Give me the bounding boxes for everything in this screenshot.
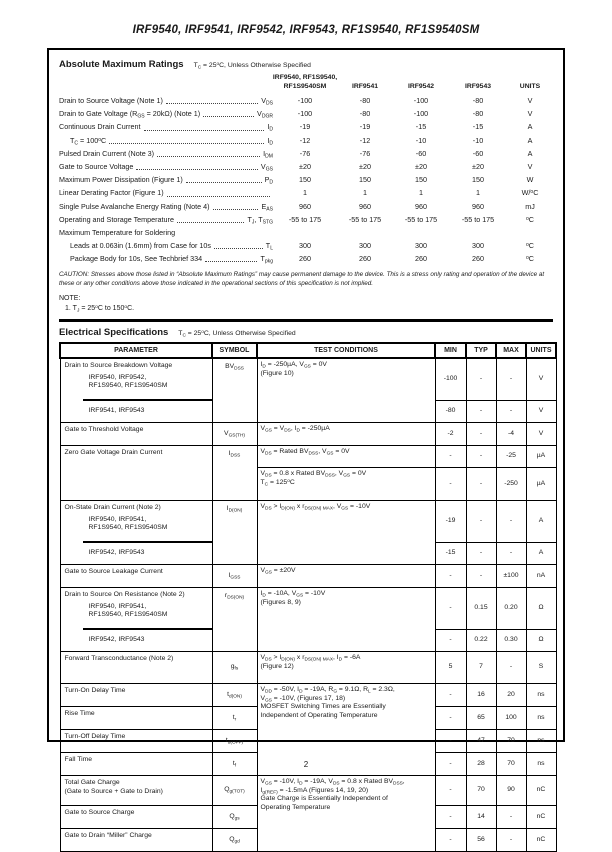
param-cell	[60, 501, 212, 543]
page-number: 2	[303, 760, 309, 769]
units-cell: nC	[526, 806, 556, 829]
parameter-label: Single Pulse Avalanche Energy Rating (Note 4)	[59, 201, 210, 211]
parameter-symbol: $I_{DM}$	[263, 148, 273, 160]
abs-max-row-soldering	[59, 226, 553, 239]
device-variant-b: IRF9541, IRF9543	[60, 400, 212, 423]
units-cell: V	[526, 400, 556, 423]
dot-leader	[166, 103, 258, 104]
value-cell: -15	[472, 122, 484, 132]
value-cell: -80	[472, 96, 484, 105]
max-cell: -	[496, 652, 526, 684]
value-cell: -60	[415, 148, 427, 158]
unit-cell: $^o$C	[525, 241, 534, 251]
typ-cell: 7	[466, 652, 496, 684]
symbol-cell: $Q_{gd}$	[212, 829, 257, 852]
abs-max-row-eas	[59, 200, 553, 213]
dot-leader	[205, 261, 257, 262]
row-td-on	[60, 684, 556, 707]
parameter-symbol: $E_{AS}$	[261, 201, 273, 213]
value-cell: 300	[415, 241, 427, 251]
param-cell: Fall Time	[60, 753, 212, 776]
typ-cell: 47	[466, 730, 496, 753]
value-cell: ±20	[359, 161, 371, 171]
parameter-symbol: $I_D$	[267, 122, 273, 133]
units-cell: µA	[526, 446, 556, 468]
parameter-label: Leads at 0.063in (1.6mm) from Case for 10s	[70, 241, 212, 251]
parameter-label: Gate to Source Voltage	[59, 161, 134, 171]
th-units: UNITS	[526, 343, 556, 358]
units-cell: nC	[526, 829, 556, 852]
unit-cell: A	[527, 148, 533, 158]
page-title: IRF9540, IRF9541, IRF9542, IRF9543, RF1S9540, RF1S9540SM	[132, 24, 480, 36]
parameter-label: Drain to Source Breakdown Voltage	[64, 362, 173, 370]
abs-max-row-tl	[59, 239, 553, 252]
elec-heading: Electrical Specifications	[59, 327, 169, 339]
dot-leader	[213, 209, 259, 210]
row-idon-a	[60, 501, 556, 543]
min-cell: -	[435, 776, 466, 806]
cond-cell: $V_{GS} = -10V$, $I_D = -19A$, $V_{DS} = 0.8$ x Rated $BV_{DSS}$, $I_{g(REF)} = -1.5mA$ (Figures 14, 19, 20) Gate Charge is Essentially Independent of Operating Temperature	[257, 776, 435, 852]
abs-max-column-headers	[59, 74, 553, 91]
typ-cell: 0.22	[466, 629, 496, 652]
units-cell: Ω	[526, 629, 556, 652]
th-symbol: SYMBOL	[212, 343, 257, 358]
parameter-label: Drain to Source Voltage (Note 1)	[59, 96, 163, 105]
units-cell: S	[526, 652, 556, 684]
abs-max-condition: $T_C = 25^oC$, Unless Otherwise Specified	[193, 62, 311, 71]
value-cell: 300	[299, 241, 311, 251]
value-cell: 260	[359, 254, 371, 264]
typ-cell: 56	[466, 829, 496, 852]
param-cell	[60, 588, 212, 630]
dot-leader	[186, 182, 262, 183]
row-gfs	[60, 652, 556, 684]
unit-cell: $^o$C	[525, 254, 534, 264]
cond-cell: $V_{DS}$ = Rated $BV_{DSS}$, $V_{GS} = 0V$	[257, 446, 435, 468]
abs-max-heading: Absolute Maximum Ratings	[59, 59, 184, 70]
value-cell: 960	[415, 201, 427, 211]
parameter-symbol: $V_{DGR}$	[257, 109, 273, 120]
max-cell: 90	[496, 776, 526, 806]
symbol-cell: $I_{D(ON)}$	[212, 501, 257, 565]
abs-max-row-tj-tstg	[59, 213, 553, 226]
max-cell: -4	[496, 423, 526, 446]
cond-cell: $V_{GS} = \pm 20V$	[257, 565, 435, 588]
parameter-symbol: $T_L$	[265, 241, 273, 252]
dot-leader	[177, 222, 245, 223]
typ-cell: -	[466, 446, 496, 468]
param-cell: Rise Time	[60, 707, 212, 730]
column-header-irf9541	[337, 83, 393, 92]
unit-cell: A	[527, 135, 533, 145]
dot-leader	[144, 130, 265, 131]
parameter-symbol: $V_{GS}$	[260, 161, 273, 173]
value-cell: -19	[299, 122, 311, 132]
typ-cell: -	[466, 542, 496, 565]
value-cell: 960	[359, 201, 371, 211]
unit-cell: $^o$C	[525, 214, 534, 224]
column-header-label: IRF9541	[351, 82, 379, 90]
cond-cell: $I_D = -250\mu A$, $V_{GS} = 0V$ (Figure 10)	[257, 358, 435, 423]
column-header-units	[507, 83, 553, 92]
typ-cell: 70	[466, 776, 496, 806]
value-cell: 260	[415, 254, 427, 264]
row-bvdss-a	[60, 358, 556, 400]
units-cell: ns	[526, 684, 556, 707]
param-cell: Gate to Source Charge	[60, 806, 212, 829]
symbol-cell: $t_r$	[212, 707, 257, 730]
abs-max-row-vdgr	[59, 107, 553, 120]
symbol-cell: $t_{d(OFF)}$	[212, 730, 257, 753]
parameter-label: Maximum Temperature for Soldering	[59, 227, 176, 237]
table-header-row	[60, 343, 556, 358]
value-cell: 960	[299, 201, 311, 211]
param-cell: Turn-On Delay Time	[60, 684, 212, 707]
row-igss	[60, 565, 556, 588]
max-cell: -25	[496, 446, 526, 468]
value-cell: -60	[472, 148, 484, 158]
value-cell: ±20	[472, 161, 484, 171]
min-cell: -	[435, 806, 466, 829]
value-cell: 300	[472, 241, 484, 251]
units-cell: A	[526, 501, 556, 543]
typ-cell: 65	[466, 707, 496, 730]
cond-cell: $I_D = -10A$, $V_{GS} = -10V$ (Figures 8, 9)	[257, 588, 435, 652]
abs-max-row-vgs	[59, 160, 553, 173]
parameter-label: Operating and Storage Temperature	[59, 214, 174, 224]
max-cell: 70	[496, 753, 526, 776]
unit-cell: A	[527, 122, 533, 132]
parameter-symbol: $P_D$	[264, 175, 273, 186]
min-cell: -	[435, 588, 466, 630]
dot-leader	[203, 116, 254, 117]
value-cell: -10	[472, 135, 484, 145]
param-cell: Gate to Drain “Miller” Charge	[60, 829, 212, 852]
units-cell: V	[526, 358, 556, 400]
symbol-cell: $t_{d(ON)}$	[212, 684, 257, 707]
caution-text: CAUTION: Stresses above those listed in “Absolute Maximum Ratings” may cause permanent damage to the device. This is a stress only rating and operation of the device at these or any other conditions above those indicated in the operational sections of this specification is not implied.	[59, 271, 545, 287]
units-cell: µA	[526, 468, 556, 501]
max-cell: -	[496, 400, 526, 423]
value-cell: 260	[299, 254, 311, 264]
abs-max-row-id	[59, 120, 553, 133]
cond-cell: $V_{GS} = V_{DS}$, $I_D = -250\mu A$	[257, 423, 435, 446]
symbol-cell: $r_{DS(ON)}$	[212, 588, 257, 652]
value-cell: -55 to 175	[348, 214, 382, 224]
value-cell: 260	[472, 254, 484, 264]
device-variant-a: IRF9540, IRF9541, RF1S9540, RF1S9540SM	[88, 602, 168, 619]
max-cell: -	[496, 829, 526, 852]
max-cell: 0.30	[496, 629, 526, 652]
elec-condition: $T_C = 25^oC$, Unless Otherwise Specified	[178, 330, 296, 339]
value-cell: -76	[299, 148, 311, 158]
value-cell: -76	[359, 148, 371, 158]
column-header-irf9542	[393, 83, 449, 92]
unit-cell: V	[527, 161, 533, 171]
cond-cell: $V_{DS} > I_{D(ON)}$ x $r_{DS(ON) MAX}$, $I_D = -6A$ (Figure 12)	[257, 652, 435, 684]
units-cell: V	[526, 423, 556, 446]
dot-leader	[214, 248, 263, 249]
abs-max-row-idm	[59, 147, 553, 160]
max-cell: -	[496, 501, 526, 543]
content-frame	[47, 48, 565, 845]
device-variant-b: IRF9542, IRF9543	[60, 542, 212, 565]
section-divider	[59, 319, 553, 322]
column-header-line1: IRF9540, RF1S9540,	[272, 74, 338, 81]
row-qg-tot	[60, 776, 556, 806]
param-cell: Forward Transconductance (Note 2)	[60, 652, 212, 684]
max-cell: -	[496, 806, 526, 829]
units-cell: A	[526, 542, 556, 565]
symbol-cell: $t_f$	[212, 753, 257, 776]
cond-cell: $V_{DS} > I_{D(ON)}$ x $r_{DS(ON) MAX}$, $V_{GS} = -10V$	[257, 501, 435, 565]
units-cell: ns	[526, 753, 556, 776]
abs-max-row-derating	[59, 186, 553, 199]
abs-max-section-heading	[59, 59, 553, 70]
electrical-specs-table	[59, 342, 557, 852]
min-cell: -100	[435, 358, 466, 400]
value-cell: -100	[413, 96, 429, 105]
value-cell: ±20	[415, 161, 427, 171]
min-cell: -	[435, 468, 466, 501]
dot-leader	[167, 196, 270, 197]
parameter-symbol: $T_{pkg}$	[260, 254, 273, 265]
max-cell: -	[496, 358, 526, 400]
note-heading: NOTE:	[59, 295, 81, 303]
min-cell: -	[435, 730, 466, 753]
value-cell: -100	[297, 109, 313, 119]
unit-cell: V	[527, 96, 533, 105]
max-cell: -	[496, 542, 526, 565]
units-cell: nC	[526, 776, 556, 806]
value-cell: -15	[415, 122, 427, 132]
device-variant-a: IRF9540, IRF9542, RF1S9540, RF1S9540SM	[88, 373, 168, 390]
typ-cell: -	[466, 423, 496, 446]
value-cell: -55 to 175	[288, 214, 322, 224]
param-cell: Gate to Source Leakage Current	[60, 565, 212, 588]
value-cell: 150	[415, 175, 427, 185]
typ-cell: 16	[466, 684, 496, 707]
min-cell: -	[435, 446, 466, 468]
row-idss-a	[60, 446, 556, 468]
parameter-label: Drain to Source On Resistance (Note 2)	[64, 591, 185, 599]
parameter-symbol: $T_J$, $T_{STG}$	[247, 214, 273, 226]
min-cell: -	[435, 753, 466, 776]
value-cell: -12	[299, 135, 311, 145]
parameter-symbol: $I_D$	[267, 135, 273, 147]
abs-max-row-tpkg	[59, 252, 553, 265]
param-cell: Gate to Threshold Voltage	[60, 423, 212, 446]
min-cell: 5	[435, 652, 466, 684]
value-cell: 1	[419, 188, 423, 198]
symbol-cell: $V_{GS(TH)}$	[212, 423, 257, 446]
typ-cell: 14	[466, 806, 496, 829]
th-test-conditions: TEST CONDITIONS	[257, 343, 435, 358]
min-cell: -19	[435, 501, 466, 543]
unit-cell: W	[526, 175, 534, 185]
th-typ: TYP	[466, 343, 496, 358]
dot-leader	[136, 169, 258, 170]
symbol-cell: $g_{fs}$	[212, 652, 257, 684]
parameter-label: $T_C = 100^oC$	[70, 135, 107, 147]
min-cell: -	[435, 707, 466, 730]
max-cell: ±100	[496, 565, 526, 588]
typ-cell: -	[466, 358, 496, 400]
column-header-irf9540-group	[273, 74, 337, 91]
parameter-label: Package Body for 10s, See Techbrief 334	[70, 254, 203, 264]
value-cell: 150	[472, 175, 484, 185]
units-cell: ns	[526, 707, 556, 730]
value-cell: 150	[359, 175, 371, 185]
max-cell: 20	[496, 684, 526, 707]
max-cell: 70	[496, 730, 526, 753]
parameter-label: Drain to Gate Voltage $(R_{GS} = 20k\Omega)$ (Note 1)	[59, 109, 201, 120]
abs-max-row-pd	[59, 173, 553, 186]
cond-cell: $V_{DS} = 0.8$ x Rated $BV_{DSS}$, $V_{GS} = 0V$ $T_C = 125^oC$	[257, 468, 435, 501]
value-cell: -100	[413, 109, 429, 119]
typ-cell: -	[466, 468, 496, 501]
min-cell: -15	[435, 542, 466, 565]
unit-cell: mJ	[525, 201, 535, 211]
max-cell: 0.20	[496, 588, 526, 630]
dot-leader	[157, 156, 260, 157]
column-header-irf9543	[449, 83, 507, 92]
typ-cell: 0.15	[466, 588, 496, 630]
value-cell: -10	[415, 135, 427, 145]
row-vgsth	[60, 423, 556, 446]
value-cell: 150	[299, 175, 311, 185]
param-cell: Total Gate Charge (Gate to Source + Gate to Drain)	[60, 776, 212, 806]
value-cell: 1	[476, 188, 480, 198]
value-cell: 1	[303, 188, 307, 198]
abs-max-row-id-tc100	[59, 134, 553, 147]
value-cell: -80	[472, 109, 484, 119]
parameter-label: Maximum Power Dissipation (Figure 1)	[59, 175, 183, 185]
dot-leader	[109, 143, 264, 144]
parameter-label: Continuous Drain Current	[59, 122, 141, 132]
units-cell: ns	[526, 730, 556, 753]
symbol-cell: $Q_{g(TOT)}$	[212, 776, 257, 806]
typ-cell: -	[466, 501, 496, 543]
value-cell: -19	[359, 122, 371, 132]
value-cell: -80	[359, 96, 371, 105]
cond-cell: $V_{DD} = -50V$, $I_D = -19A$, $R_G = 9.1\Omega$, $R_L = 2.3\Omega$, $V_{GS} = -10V$, (Figures 17, 18) MOSFET Switching Times are Essentially Independent of Operating Temperature	[257, 684, 435, 776]
unit-cell: W/$^o$C	[521, 188, 539, 198]
parameter-label: On-State Drain Current (Note 2)	[64, 504, 161, 512]
min-cell: -	[435, 829, 466, 852]
value-cell: 1	[363, 188, 367, 198]
device-variant-a: IRF9540, IRF9541, RF1S9540, RF1S9540SM	[88, 515, 168, 532]
symbol-cell: $BV_{DSS}$	[212, 358, 257, 423]
symbol-cell: $I_{GSS}$	[212, 565, 257, 588]
value-cell: -80	[359, 109, 371, 119]
note-item-1: 1. $T_J = 25^oC$ to 150$^o$C.	[65, 305, 135, 314]
min-cell: -80	[435, 400, 466, 423]
value-cell: 960	[472, 201, 484, 211]
th-parameter: PARAMETER	[60, 343, 212, 358]
units-cell: Ω	[526, 588, 556, 630]
row-rdson-a	[60, 588, 556, 630]
units-cell: nA	[526, 565, 556, 588]
column-header-line2: RF1S9540SM	[283, 82, 327, 90]
parameter-label: Linear Derating Factor (Figure 1)	[59, 188, 164, 198]
value-cell: ±20	[299, 161, 311, 171]
elec-section-heading	[59, 327, 553, 338]
column-header-label: IRF9543	[464, 82, 492, 90]
min-cell: -	[435, 565, 466, 588]
symbol-cell: $I_{DSS}$	[212, 446, 257, 501]
column-header-label: IRF9542	[407, 82, 435, 90]
param-cell: Turn-Off Delay Time	[60, 730, 212, 753]
typ-cell: -	[466, 565, 496, 588]
symbol-cell: $Q_{gs}$	[212, 806, 257, 829]
value-cell: -55 to 175	[461, 214, 495, 224]
device-variant-b: IRF9542, IRF9543	[60, 629, 212, 652]
th-min: MIN	[435, 343, 466, 358]
unit-cell: V	[527, 109, 533, 119]
parameter-label: Pulsed Drain Current (Note 3)	[59, 148, 155, 158]
value-cell: -55 to 175	[404, 214, 438, 224]
param-cell: Zero Gate Voltage Drain Current	[60, 446, 212, 501]
abs-max-row-vds	[59, 94, 553, 107]
max-cell: 100	[496, 707, 526, 730]
parameter-symbol: $V_{DS}$	[261, 96, 273, 107]
typ-cell: 28	[466, 753, 496, 776]
value-cell: -100	[297, 96, 313, 105]
typ-cell: -	[466, 400, 496, 423]
value-cell: 300	[359, 241, 371, 251]
min-cell: -	[435, 629, 466, 652]
column-header-label: UNITS	[519, 82, 541, 90]
th-max: MAX	[496, 343, 526, 358]
max-cell: -250	[496, 468, 526, 501]
param-cell	[60, 358, 212, 400]
min-cell: -2	[435, 423, 466, 446]
min-cell: -	[435, 684, 466, 707]
value-cell: -12	[359, 135, 371, 145]
